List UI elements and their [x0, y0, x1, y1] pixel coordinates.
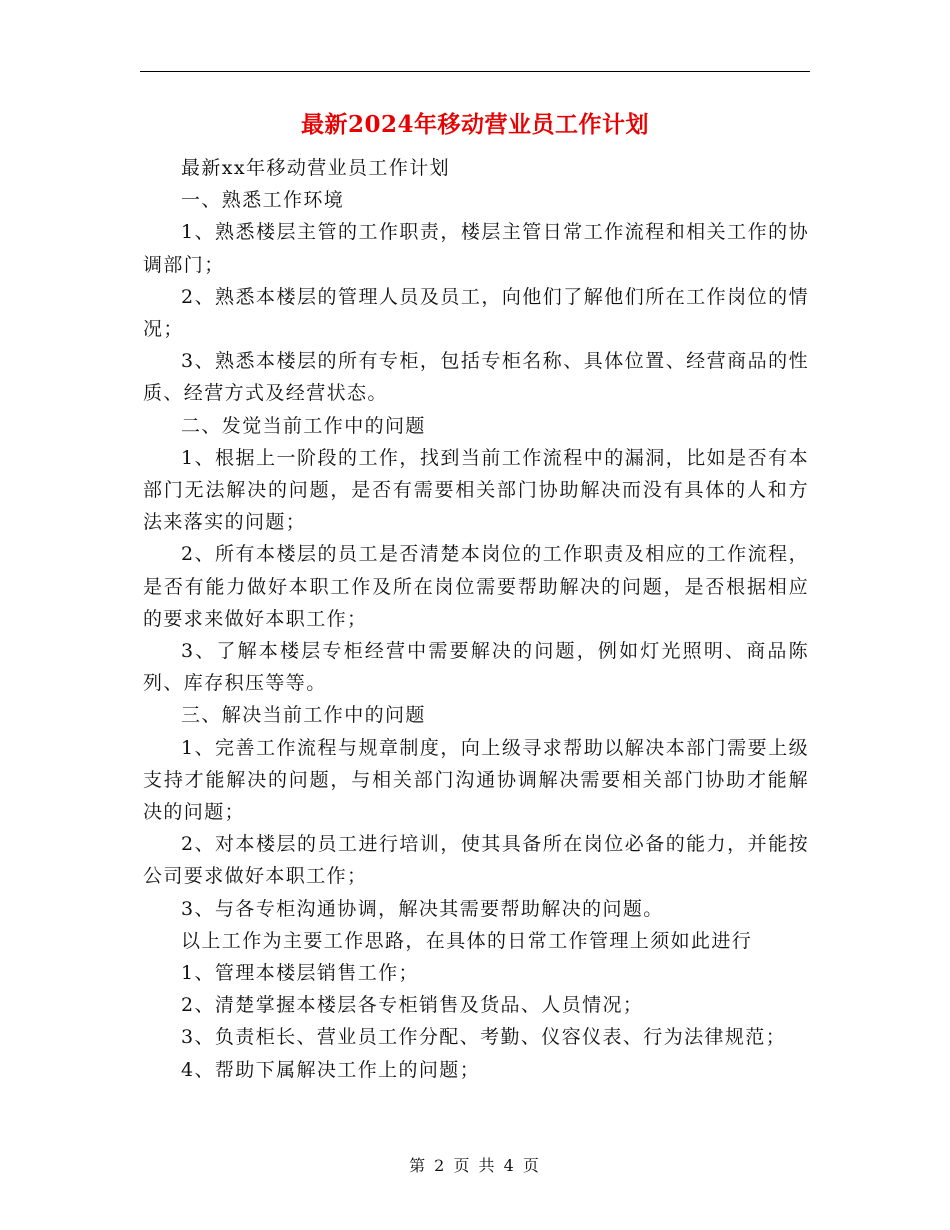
paragraph: 2、熟悉本楼层的管理人员及员工，向他们了解他们所在工作岗位的情况；	[143, 285, 809, 341]
paragraph: 2、所有本楼层的员工是否清楚本岗位的工作职责及相应的工作流程，是否有能力做好本职工作及所在岗位需要帮助解决的问题，是否根据相应的要求来做好本职工作；	[143, 543, 809, 630]
paragraph: 最新xx年移动营业员工作计划	[181, 157, 451, 179]
paragraph: 1、根据上一阶段的工作，找到当前工作流程中的漏洞，比如是否有本部门无法解决的问题，是否有需要相关部门协助解决而没有具体的人和方法来落实的问题；	[143, 446, 809, 534]
paragraph: 2、对本楼层的员工进行培训，使其具备所在岗位必备的能力，并能按公司要求做好本职工作；	[143, 833, 809, 888]
paragraph: 2、清楚掌握本楼层各专柜销售及货品、人员情况；	[181, 994, 644, 1017]
section-heading: 二、发觉当前工作中的问题	[181, 414, 426, 437]
paragraph: 以上工作为主要工作思路，在具体的日常工作管理上须如此进行	[181, 929, 753, 952]
paragraph: 4、帮助下属解决工作上的问题；	[181, 1058, 481, 1081]
header-rule	[140, 71, 810, 72]
paragraph: 1、完善工作流程与规章制度，向上级寻求帮助以解决本部门需要上级支持才能解决的问题，与相关部门沟通协调解决需要相关部门协助才能解决的问题；	[143, 736, 809, 824]
paragraph: 3、负责柜长、营业员工作分配、考勤、仪容仪表、行为法律规范；	[181, 1026, 787, 1049]
document-body	[143, 152, 809, 1086]
paragraph: 1、管理本楼层销售工作；	[181, 962, 419, 985]
paragraph: 3、了解本楼层专柜经营中需要解决的问题，例如灯光照明、商品陈列、库存积压等等。	[143, 640, 809, 695]
page-number-footer: 第 2 页 共 4 页	[409, 1156, 541, 1175]
paragraph: 1、熟悉楼层主管的工作职责，楼层主管日常工作流程和相关工作的协调部门；	[143, 221, 809, 276]
paragraph: 3、与各专柜沟通协调，解决其需要帮助解决的问题。	[181, 897, 664, 920]
paragraph: 3、熟悉本楼层的所有专柜，包括专柜名称、具体位置、经营商品的性质、经营方式及经营状态。	[143, 350, 809, 405]
section-heading: 一、熟悉工作环境	[181, 189, 345, 212]
document-title: 最新2024年移动营业员工作计划	[300, 111, 649, 138]
section-heading: 三、解决当前工作中的问题	[181, 704, 426, 727]
